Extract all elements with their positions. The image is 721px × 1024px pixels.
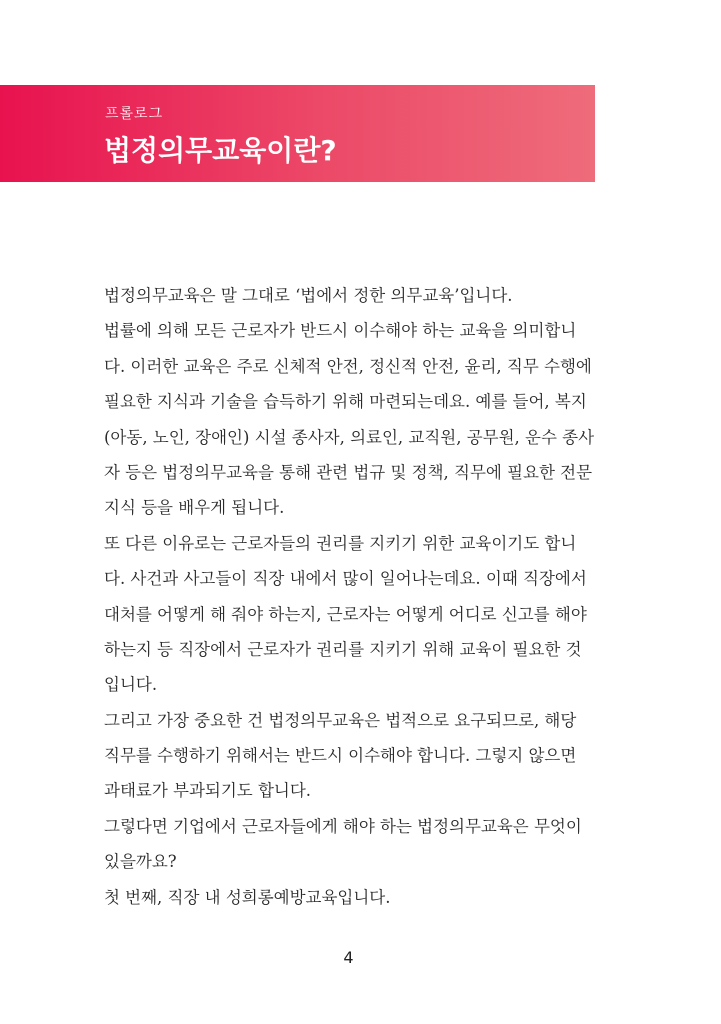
chapter-title: 법정의무교육이란? (104, 134, 337, 167)
text-line: 입니다. (104, 675, 158, 695)
text-line: 과태료가 부과되기도 합니다. (104, 781, 312, 801)
text-line: 다. 사건과 사고들이 직장 내에서 많이 일어나는데요. 이때 직장에서 (104, 569, 587, 589)
text-line: 법정의무교육은 말 그대로 ‘법에서 정한 의무교육’입니다. (104, 286, 513, 305)
text-line: 다. 이러한 교육은 주로 신체적 안전, 정신적 안전, 윤리, 직무 수행에 (104, 356, 592, 376)
text-line: 직무를 수행하기 위해서는 반드시 이수해야 합니다. 그렇지 않으면 (104, 746, 577, 766)
page-number: 4 (343, 948, 354, 967)
text-line: 자 등은 법정의무교육을 통해 관련 법규 및 정책, 직무에 필요한 전문 (104, 462, 593, 482)
chapter-kicker: 프롤로그 (105, 106, 164, 122)
text-line: 필요한 지식과 기술을 습득하기 위해 마련되는데요. 예를 들어, 복지 (104, 392, 587, 412)
chapter-header-banner (0, 85, 595, 182)
text-line: 대처를 어떻게 해 줘야 하는지, 근로자는 어떻게 어디로 신고를 해야 (104, 604, 587, 624)
text-line: 하는지 등 직장에서 근로자가 권리를 지키기 위해 교육이 필요한 것 (104, 639, 582, 659)
text-line: 그렇다면 기업에서 근로자들에게 해야 하는 법정의무교육은 무엇이 (104, 816, 582, 836)
text-line: 또 다른 이유로는 근로자들의 권리를 지키기 위한 교육이기도 합니 (104, 533, 577, 553)
text-line: 지식 등을 배우게 됩니다. (104, 498, 285, 518)
text-line: 그리고 가장 중요한 건 법정의무교육은 법적으로 요구되므로, 해당 (104, 710, 577, 730)
body-text (104, 278, 600, 915)
text-line: 있을까요? (104, 852, 177, 872)
text-line: 첫 번째, 직장 내 성희롱예방교육입니다. (104, 887, 391, 907)
text-line: (아동, 노인, 장애인) 시설 종사자, 의료인, 교직원, 공무원, 운수 종사 (104, 427, 595, 447)
text-line: 법률에 의해 모든 근로자가 반드시 이수해야 하는 교육을 의미합니 (104, 321, 577, 341)
